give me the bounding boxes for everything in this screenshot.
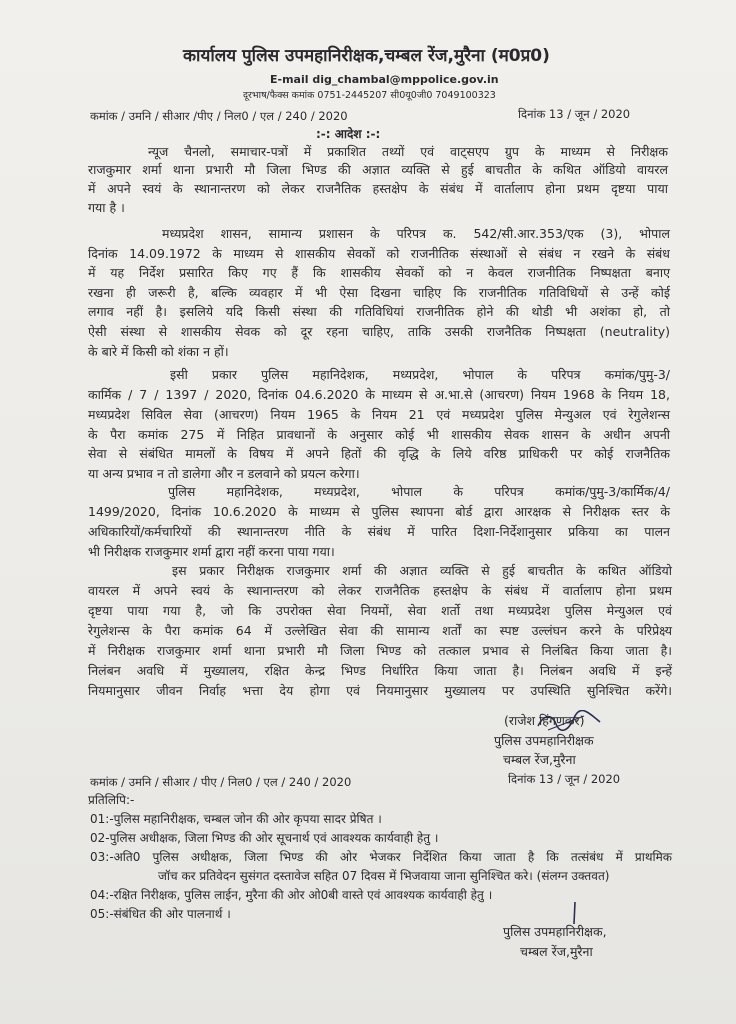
para-1-line-1: न्यूज चैनलो, समाचार-पत्रों में प्रकाशित तथ्यों एवं वाट्सएप ग्रुप के माध्यम से निरीक्षक (148, 144, 668, 159)
para-1-line-2: राजकुमार शर्मा थाना प्रभारी मौ जिला भिण्ड की अज्ञात व्यक्ति से हुई बाचतीत के कथित ऑडियो वायरल (88, 162, 668, 177)
copy-item-4: 04:-रक्षित निरीक्षक, पुलिस लाईन, मुरैना की ओर ओ0बी वास्ते एवं आवश्यक कार्यवाही हेतु । (90, 888, 493, 902)
para-3-line-4: के पैरा कमांक 275 में निहित प्रावधानों के अनुसार कोई भी शासकीय सेवक शासन के अधीन अपनी (88, 427, 670, 442)
para-4-line-4: भी निरीक्षक राजकुमार शर्मा द्वारा नहीं करना पाया गया। (88, 544, 335, 559)
para-3-line-5: सेवा से संबंधित मामलों के विषय में अपने हितों की वृद्धि के लिये वरिष्ठ प्राधिकरी पर कोई राजनैतिक (88, 446, 670, 461)
para-3-line-3: मध्यप्रदेश सिविल सेवा (आचरण) नियम 1965 के नियम 21 एवं मध्यप्रदेश पुलिस मेन्युअल एवं रेगुलेशन्स (88, 407, 670, 422)
para-3-line-6: या अन्य प्रभाव न तो डालेगा और न डलवाने को प्रयत्न करेगा। (88, 466, 360, 481)
reference-date: दिनांक 13 / जून / 2020 (518, 107, 631, 121)
copy-item-5: 05:-संबंधित की ओर पालनार्थ । (90, 907, 231, 921)
para-3-line-1: इसी प्रकार पुलिस महानिदेशक, मध्यप्रदेश, भोपाल के परिपत्र कमांक/पुमु-3/ (170, 367, 670, 382)
copies-heading: प्रतिलिपि:- (88, 793, 135, 807)
para-3-line-2: कार्मिक / 7 / 1397 / 2020, दिनांक 04.6.2020 के माध्यम से अ.भा.से (आचरण) नियम 1968 के नियम 18, (88, 387, 670, 402)
para-5-line-2: वायरल में अपने स्वयं के स्थानान्तरण को लेकर राजनैतिक हस्तक्षेप के संबंध में वार्तालाप होना प्रथम (88, 583, 672, 598)
para-2-line-5: लगाव नहीं है। इसलिये यदि किसी संस्था की गतिविधियां राजनीतिक होने की थोडी भी अशंका हो, तो (88, 304, 670, 319)
para-4-line-1: पुलिस महानिदेशक, मध्यप्रदेश, भोपाल के परिपत्र कमांक/पुमु-3/कार्मिक/4/ (168, 484, 670, 499)
para-4-line-2: 1499/2020, दिनांक 10.6.2020 के माध्यम से पुलिस स्थापना बोर्ड द्वारा आरक्षक से निरीक्षक स्तर के (88, 504, 670, 519)
copy-item-3-cont: जॉच कर प्रतिवेदन सुसंगत दस्तावेज सहित 07 दिवस में भिजवाया जाना सुनिश्चित करे। (संलग्न उक्तवत) (158, 869, 610, 883)
para-5-line-7: नियमानुसार जीवन निर्वाह भत्ता देय होगा एवं नियमानुसार मुख्यालय पर उपस्थिति सुनिश्चित करेंगे। (88, 683, 672, 698)
signatory-range: चम्बल रेंज,मुरैना (503, 752, 576, 767)
para-5-line-3: दृष्टया पाया गया है, जो कि उपरोक्त सेवा नियमों, सेवा शर्तो तथा मध्यप्रदेश पुलिस मेन्युअल एवं (88, 603, 672, 618)
para-5-line-5: में निरीक्षक राजकुमार शर्मा थाना प्रभारी मौ जिला भिण्ड को तत्काल प्रभाव से निलंबित किया जाता है। (88, 643, 672, 658)
para-1-line-4: गया है । (88, 200, 125, 215)
para-2-line-6: ऐसी संस्था से शासकीय सेवक को दूर रहना चाहिए, ताकि उसकी राजनैतिक निष्पक्षता (neutrality) (88, 324, 670, 339)
phone-line: दूरभाष/फैक्स कमांक 0751-2445207 सी0यू0जी0 7049100323 (243, 90, 496, 101)
para-2-line-3: में यह निर्देश प्रसारित किए गए हैं कि शासकीय सेवकों को न केवल राजनीतिक निष्पक्षता बनाए (88, 265, 670, 280)
para-5-line-1: इस प्रकार निरीक्षक राजकुमार शर्मा की अज्ञात व्यक्ति से हुई बाचतीत के कथित ऑडियो (172, 563, 672, 578)
copy-item-2: 02-पुलिस अधीक्षक, जिला भिण्ड की ओर सूचनार्थ एवं आवश्यक कार्यवाही हेतु । (90, 831, 439, 845)
office-title: कार्यालय पुलिस उपमहानिरीक्षक,चम्बल रेंज,मुरैना (म0प्र0) (183, 46, 550, 66)
reference-number: कमांक / उमनि / सीआर /पीए / निल0 / एल / 240 / 2020 (90, 109, 348, 123)
footer-range: चम्बल रेंज,मुरैना (520, 944, 593, 959)
para-1-line-3: में अपने स्वयं के स्थानान्तरण को लेकर राजनैतिक हस्तक्षेप के संबंध में वार्तालाप होना प्रथम दृष्टया पाया (88, 181, 668, 196)
para-2-line-1: मध्यप्रदेश शासन, सामान्य प्रशासन के परिपत्र क. 542/सी.आर.353/एक (3), भोपाल (162, 226, 670, 241)
reference-date-2: दिनांक 13 / जून / 2020 (508, 772, 621, 786)
email-line: E-mail dig_chambal@mppolice.gov.in (270, 73, 499, 86)
order-heading: :-: आदेश :-: (316, 127, 381, 141)
para-2-line-4: रखना ही जरूरी है, बल्कि व्यवहार में भी ऐसा दिखना चाहिए कि राजनीतिक गतिविधियों से उन्हें कोई (88, 285, 670, 300)
para-2-line-7: के बारे में किसी को शंका न हों। (88, 344, 229, 359)
para-5-line-6: निलंबन अवधि में मुख्यालय, रक्षित केन्द्र भिण्ड निर्धारित किया जाता है। निलंबन अवधि में इन्हें (88, 663, 672, 678)
signatory-name: (राजेश हिंगणकर) (504, 713, 585, 728)
para-2-line-2: दिनांक 14.09.1972 के माध्यम से शासकीय सेवकों को राजनीतिक संस्थाओं से संबंध न रखने के संबंध (88, 246, 670, 261)
signatory-designation: पुलिस उपमहानिरीक्षक (494, 733, 594, 748)
para-5-line-4: रेगुलेशन्स के पैरा कमांक 64 में उल्लेखित सेवा की सामान्य शर्तों का स्पष्ट उल्लंघन करने के परिप्रेक्ष्य (88, 623, 672, 638)
copy-item-3: 03:-अति0 पुलिस अधीक्षक, जिला भिण्ड की ओर भेजकर निर्देशित किया जाता है कि तत्संबंध में प्राथमिक (90, 850, 672, 864)
copy-item-1: 01:-पुलिस महानिरीक्षक, चम्बल जोन की ओर कृपया सादर प्रेषित । (90, 812, 382, 826)
reference-number-2: कमांक / उमनि / सीआर / पीए / निल0 / एल / 240 / 2020 (90, 775, 352, 789)
footer-designation: पुलिस उपमहानिरीक्षक, (503, 924, 607, 939)
para-4-line-3: अधिकारियों/कर्मचारियों की स्थानान्तरण नीति के संबंध में पारित दिशा-निर्देशानुसार प्रकिया का पालन (88, 524, 670, 539)
footer-signature-mark (560, 900, 590, 926)
